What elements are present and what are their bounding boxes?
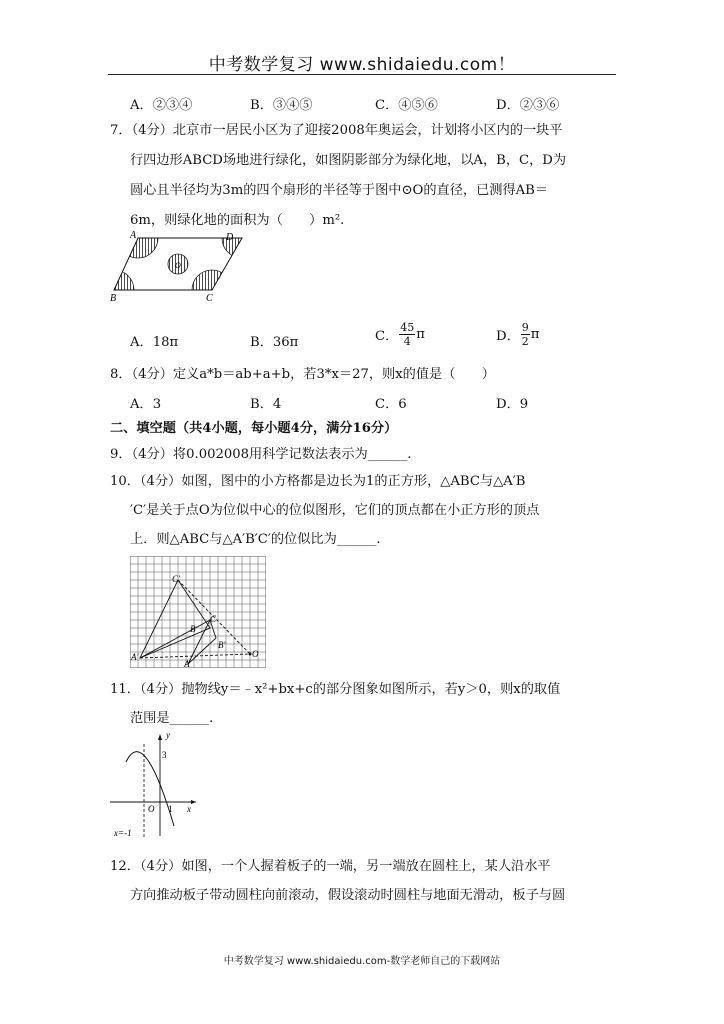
q7-option-c-suffix: π: [416, 327, 425, 342]
q10-label-c: C: [210, 614, 217, 624]
q7-label-d: D: [226, 232, 234, 243]
q11-x-axis-arrow: [191, 800, 196, 804]
q7-label-a: A: [130, 230, 137, 241]
q6-option-b: B．③④⑤: [250, 98, 313, 113]
q7-label-c: C: [206, 293, 213, 304]
q7-option-c: [375, 321, 425, 348]
q11-parabola-figure: [108, 730, 200, 838]
q10-segment-a-prime-c: [140, 620, 210, 658]
q10-label-c-prime: C': [172, 574, 180, 584]
q10-grid-figure: [130, 556, 266, 668]
q10-label-o: O: [252, 649, 259, 659]
q10-grid: [130, 556, 266, 668]
q7-option-c-prefix: C．: [375, 329, 399, 344]
q12-line-1: 12．（4分）如图，一个人握着板子的一端，另一端放在圆柱上，某人沿水平: [110, 859, 551, 874]
q11-parabola-curve: [126, 752, 174, 826]
q7-option-d-prefix: D．: [496, 329, 520, 344]
q8-text: 8．（4分）定义a*b＝ab+a+b，若3*x＝27，则x的值是（ ）: [110, 367, 495, 382]
q6-option-c: C．④⑤⑥: [375, 98, 438, 113]
q10-triangle-a-prime-b-prime-c-prime: [140, 580, 210, 658]
q7-option-d-suffix: π: [530, 327, 540, 342]
q7-option-b: B．36π: [250, 335, 299, 350]
q11-label-y: y: [166, 730, 170, 740]
q10-line-3: 上．则△ABC与△A′B′C′的位似比为______.: [130, 532, 381, 547]
q10-label-b-prime: B': [218, 640, 226, 650]
q12-line-2: 方向推动板子带动圆柱向前滚动，假设滚动时圆柱与地面无滑动，板子与圆: [130, 888, 566, 903]
q7-option-d-numerator: 9: [521, 321, 529, 334]
q11-line-2: 范围是______.: [130, 711, 214, 726]
page-header-title: 中考数学复习 www.shidaiedu.com！: [208, 55, 516, 75]
section-2-title: 二、填空题（共4小题，每小题4分，满分16分）: [110, 421, 398, 436]
q11-label-x: x: [187, 804, 191, 814]
q7-option-a: A．18π: [130, 335, 179, 350]
q10-line-1: 10．（4分）如图，图中的小方格都是边长为1的正方形，△ABC与△A′B: [110, 474, 526, 489]
q11-label-o: O: [148, 804, 155, 814]
q7-line-3: 圆心且半径均为3m的四个扇形的半径等于图中⊙O的直径，已测得AB＝: [130, 183, 549, 198]
q9-text: 9．（4分）将0.002008用科学记数法表示为______.: [110, 447, 412, 462]
header-rule: [108, 74, 616, 75]
q7-option-c-numerator: 45: [400, 321, 415, 334]
q6-option-d: D．②③⑥: [496, 98, 560, 113]
q11-y-axis-arrow: [158, 734, 162, 740]
q7-line-1: 7．（4分）北京市一居民小区为了迎接2008年奥运会，计划将小区内的一块平: [110, 123, 563, 138]
q11-line-1: 11．（4分）抛物线y＝﹣x²+bx+c的部分图象如图所示，若y＞0，则x的取值: [110, 682, 561, 697]
q7-option-d: [496, 321, 539, 348]
q7-parallelogram-figure: [108, 228, 248, 304]
q8-option-a: A．3: [130, 397, 162, 412]
page-footer: 中考数学复习 www.shidaiedu.com-数学老师自己的下载网站: [223, 956, 501, 967]
q7-option-c-fraction: [399, 321, 415, 348]
q10-label-a-prime: A': [131, 652, 139, 662]
q7-line-2: 行四边形ABCD场地进行绿化，如图阴影部分为绿化地，以A，B，C，D为: [130, 153, 567, 168]
q8-option-c: C．6: [375, 397, 407, 412]
q10-label-b: B: [190, 624, 196, 634]
q11-label-symmetry-axis: x=-1: [114, 828, 132, 838]
q8-option-b: B．4: [250, 397, 282, 412]
q7-line-4: 6m，则绿化地的面积为（ ）m².: [130, 213, 345, 228]
q7-option-d-denominator: 2: [521, 335, 529, 348]
q10-triangles: [140, 580, 250, 664]
q10-label-a: A: [184, 659, 190, 668]
q7-label-o: O: [175, 261, 181, 270]
q11-label-three: 3: [162, 750, 167, 760]
q7-option-d-fraction: [521, 321, 530, 348]
q8-option-d: D．9: [496, 397, 529, 412]
q7-option-c-denominator: 4: [403, 335, 411, 348]
q7-label-b: B: [110, 293, 117, 304]
q6-option-a: A．②③④: [130, 98, 193, 113]
q10-line-2: ′C′是关于点O为位似中心的位似图形，它们的顶点都在小正方形的顶点: [130, 503, 540, 518]
q11-label-one: 1: [168, 804, 173, 814]
